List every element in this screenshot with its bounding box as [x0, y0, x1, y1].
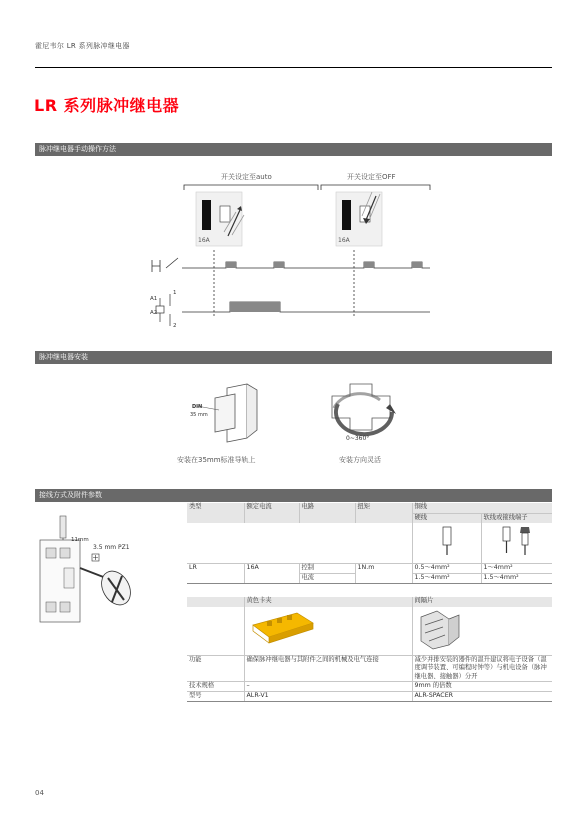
page-number: 04	[35, 789, 44, 797]
rotation-label: 0~360°	[346, 435, 370, 442]
model-label: 型号	[187, 692, 244, 702]
caption-off: 开关设定至OFF	[347, 173, 396, 181]
row-torque: 1N.m	[355, 563, 412, 573]
header-type: 类型	[187, 503, 244, 513]
install-caption-din: 安装在35mm标准导轨上	[177, 456, 256, 464]
subheader-soft: 软线或箍线端子	[481, 513, 552, 523]
yellow-clip-image	[247, 607, 317, 647]
accessory-label-spacer: 间隔片	[412, 597, 552, 607]
terminal-1: 1	[173, 290, 177, 296]
model-clip: ALR-V1	[244, 692, 412, 702]
row-soft-control: 1～4mm²	[481, 563, 552, 573]
wiring-illustration	[36, 512, 136, 632]
row-hard-current: 1.5～4mm²	[412, 573, 481, 583]
function-spacer: 减少并排安装的器件的温升建议将电子设备（温度调节装置、可编程时钟等）与机电设备（脉冲继电器、接触器）分开	[412, 655, 552, 682]
section-bar-manual: 脉冲继电器手动操作方法	[35, 143, 552, 156]
page-title: LR 系列脉冲继电器	[34, 96, 180, 115]
rating-auto: 16A	[198, 237, 210, 244]
din-size: 35 mm	[190, 412, 208, 418]
terminal-2: 2	[173, 323, 177, 329]
row-circuit-current: 电流	[299, 573, 355, 583]
row-hard-control: 0.5～4mm²	[412, 563, 481, 573]
header-rule	[35, 67, 552, 68]
row-current: 16A	[244, 563, 299, 573]
model-spacer: ALR-SPACER	[412, 692, 552, 702]
hard-wire-icon	[437, 523, 457, 559]
function-clip: 确保脉冲继电器与其附件之间的机械及电气连接	[244, 655, 412, 682]
rating-off: 16A	[338, 237, 350, 244]
spacer-image	[415, 607, 465, 651]
spec-table	[187, 503, 552, 702]
screwdriver-spec: 3.5 mm PZ1	[93, 544, 130, 551]
row-circuit-control: 控制	[299, 563, 355, 573]
section-bar-wiring: 接线方式及附件参数	[35, 489, 552, 502]
section-bar-install: 脉冲继电器安装	[35, 351, 552, 364]
spec-label: 技术规格	[187, 682, 244, 692]
row-soft-current: 1.5～4mm²	[481, 573, 552, 583]
function-label: 功能	[187, 655, 244, 682]
install-caption-orientation: 安装方向灵活	[339, 456, 381, 464]
manual-operation-diagram	[140, 180, 440, 340]
spec-spacer: 9mm 的倍数	[412, 682, 552, 692]
header-current: 额定电流	[244, 503, 299, 513]
subheader-hard: 硬线	[412, 513, 481, 523]
spec-clip: –	[244, 682, 412, 692]
header-copper: 铜线	[412, 503, 552, 513]
strip-length: 11mm	[71, 537, 89, 543]
terminal-a2: A2	[150, 310, 158, 316]
header-torque: 扭矩	[355, 503, 412, 513]
accessory-label-clip: 黄色卡夹	[244, 597, 412, 607]
header-circuit: 电路	[299, 503, 355, 513]
caption-auto: 开关设定至auto	[221, 173, 272, 181]
brand-header: 霍尼韦尔 LR 系列脉冲继电器	[35, 42, 130, 50]
row-type: LR	[187, 563, 244, 573]
terminal-a1: A1	[150, 296, 158, 302]
din-label: DIN	[192, 404, 203, 410]
ferrule-icon	[497, 523, 537, 559]
